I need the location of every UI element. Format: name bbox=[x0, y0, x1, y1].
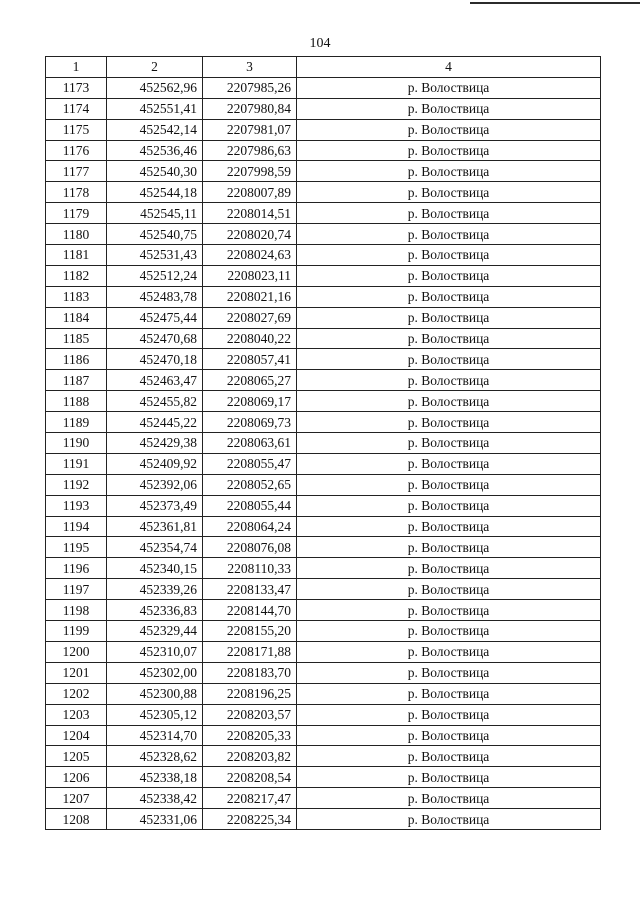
table-header-row bbox=[46, 57, 601, 78]
point-number: 1181 bbox=[46, 245, 107, 266]
table-row bbox=[46, 286, 601, 307]
coordinate-x: 452470,68 bbox=[107, 328, 203, 349]
point-number: 1208 bbox=[46, 809, 107, 830]
scan-edge-mark bbox=[470, 2, 640, 4]
point-number: 1180 bbox=[46, 224, 107, 245]
coordinate-x: 452512,24 bbox=[107, 265, 203, 286]
coordinate-y: 2208021,16 bbox=[203, 286, 297, 307]
coordinate-y: 2208205,33 bbox=[203, 725, 297, 746]
table-row bbox=[46, 453, 601, 474]
coordinate-y: 2208133,47 bbox=[203, 579, 297, 600]
point-number: 1206 bbox=[46, 767, 107, 788]
point-number: 1178 bbox=[46, 182, 107, 203]
table-row bbox=[46, 412, 601, 433]
table-row bbox=[46, 767, 601, 788]
page-number: 104 bbox=[309, 36, 331, 51]
table-row bbox=[46, 203, 601, 224]
point-number: 1204 bbox=[46, 725, 107, 746]
coordinate-y: 2208225,34 bbox=[203, 809, 297, 830]
point-number: 1201 bbox=[46, 662, 107, 683]
object-name: р. Волоствица bbox=[297, 579, 601, 600]
column-header-4: 4 bbox=[297, 57, 601, 78]
table-row bbox=[46, 683, 601, 704]
table-row bbox=[46, 328, 601, 349]
object-name: р. Волоствица bbox=[297, 516, 601, 537]
coordinate-x: 452544,18 bbox=[107, 182, 203, 203]
object-name: р. Волоствица bbox=[297, 224, 601, 245]
point-number: 1203 bbox=[46, 704, 107, 725]
table-row bbox=[46, 704, 601, 725]
table-row bbox=[46, 77, 601, 98]
coordinate-y: 2207998,59 bbox=[203, 161, 297, 182]
point-number: 1191 bbox=[46, 453, 107, 474]
object-name: р. Волоствица bbox=[297, 328, 601, 349]
coordinate-x: 452305,12 bbox=[107, 704, 203, 725]
point-number: 1185 bbox=[46, 328, 107, 349]
column-header-2: 2 bbox=[107, 57, 203, 78]
table-body bbox=[46, 77, 601, 829]
object-name: р. Волоствица bbox=[297, 98, 601, 119]
object-name: р. Волоствица bbox=[297, 725, 601, 746]
point-number: 1192 bbox=[46, 474, 107, 495]
coordinate-y: 2208196,25 bbox=[203, 683, 297, 704]
object-name: р. Волоствица bbox=[297, 412, 601, 433]
object-name: р. Волоствица bbox=[297, 140, 601, 161]
coordinate-x: 452314,70 bbox=[107, 725, 203, 746]
table-row bbox=[46, 349, 601, 370]
coordinate-x: 452483,78 bbox=[107, 286, 203, 307]
coordinate-y: 2208007,89 bbox=[203, 182, 297, 203]
coordinate-x: 452429,38 bbox=[107, 433, 203, 454]
object-name: р. Волоствица bbox=[297, 370, 601, 391]
coordinate-y: 2208155,20 bbox=[203, 621, 297, 642]
table-row bbox=[46, 621, 601, 642]
point-number: 1174 bbox=[46, 98, 107, 119]
point-number: 1195 bbox=[46, 537, 107, 558]
coordinate-y: 2208027,69 bbox=[203, 307, 297, 328]
coordinate-y: 2208069,17 bbox=[203, 391, 297, 412]
table-row bbox=[46, 245, 601, 266]
coordinate-y: 2208110,33 bbox=[203, 558, 297, 579]
coordinate-y: 2208183,70 bbox=[203, 662, 297, 683]
coordinate-y: 2208020,74 bbox=[203, 224, 297, 245]
point-number: 1205 bbox=[46, 746, 107, 767]
table-row bbox=[46, 495, 601, 516]
object-name: р. Волоствица bbox=[297, 495, 601, 516]
point-number: 1183 bbox=[46, 286, 107, 307]
object-name: р. Волоствица bbox=[297, 453, 601, 474]
table-row bbox=[46, 537, 601, 558]
object-name: р. Волоствица bbox=[297, 746, 601, 767]
object-name: р. Волоствица bbox=[297, 788, 601, 809]
table-row bbox=[46, 579, 601, 600]
coordinate-y: 2208052,65 bbox=[203, 474, 297, 495]
object-name: р. Волоствица bbox=[297, 265, 601, 286]
coordinate-x: 452540,30 bbox=[107, 161, 203, 182]
table-row bbox=[46, 788, 601, 809]
coordinate-x: 452339,26 bbox=[107, 579, 203, 600]
table-row bbox=[46, 140, 601, 161]
coordinate-y: 2208217,47 bbox=[203, 788, 297, 809]
object-name: р. Волоствица bbox=[297, 119, 601, 140]
coordinate-y: 2208023,11 bbox=[203, 265, 297, 286]
coordinate-x: 452302,00 bbox=[107, 662, 203, 683]
point-number: 1199 bbox=[46, 621, 107, 642]
table-row bbox=[46, 433, 601, 454]
table-row bbox=[46, 370, 601, 391]
coordinate-x: 452300,88 bbox=[107, 683, 203, 704]
coordinate-y: 2208203,82 bbox=[203, 746, 297, 767]
table-row bbox=[46, 307, 601, 328]
coordinate-y: 2208065,27 bbox=[203, 370, 297, 391]
coordinate-x: 452540,75 bbox=[107, 224, 203, 245]
point-number: 1173 bbox=[46, 77, 107, 98]
coordinate-x: 452551,41 bbox=[107, 98, 203, 119]
object-name: р. Волоствица bbox=[297, 203, 601, 224]
object-name: р. Волоствица bbox=[297, 286, 601, 307]
point-number: 1176 bbox=[46, 140, 107, 161]
coordinate-y: 2208063,61 bbox=[203, 433, 297, 454]
coordinate-x: 452338,42 bbox=[107, 788, 203, 809]
table-row bbox=[46, 746, 601, 767]
coordinate-y: 2208064,24 bbox=[203, 516, 297, 537]
table-row bbox=[46, 474, 601, 495]
object-name: р. Волоствица bbox=[297, 307, 601, 328]
coordinate-x: 452531,43 bbox=[107, 245, 203, 266]
point-number: 1187 bbox=[46, 370, 107, 391]
coordinate-x: 452445,22 bbox=[107, 412, 203, 433]
coordinate-x: 452336,83 bbox=[107, 600, 203, 621]
object-name: р. Волоствица bbox=[297, 809, 601, 830]
coordinates-table bbox=[45, 56, 601, 830]
object-name: р. Волоствица bbox=[297, 641, 601, 662]
coordinate-x: 452475,44 bbox=[107, 307, 203, 328]
coordinate-x: 452329,44 bbox=[107, 621, 203, 642]
coordinate-x: 452542,14 bbox=[107, 119, 203, 140]
table-row bbox=[46, 725, 601, 746]
object-name: р. Волоствица bbox=[297, 704, 601, 725]
object-name: р. Волоствица bbox=[297, 77, 601, 98]
coordinate-x: 452354,74 bbox=[107, 537, 203, 558]
point-number: 1193 bbox=[46, 495, 107, 516]
table-row bbox=[46, 182, 601, 203]
coordinate-x: 452328,62 bbox=[107, 746, 203, 767]
point-number: 1184 bbox=[46, 307, 107, 328]
coordinate-x: 452470,18 bbox=[107, 349, 203, 370]
table-row bbox=[46, 119, 601, 140]
table-row bbox=[46, 224, 601, 245]
coordinate-y: 2207985,26 bbox=[203, 77, 297, 98]
coordinate-y: 2208055,44 bbox=[203, 495, 297, 516]
table-row bbox=[46, 662, 601, 683]
coordinate-y: 2208144,70 bbox=[203, 600, 297, 621]
coordinate-x: 452545,11 bbox=[107, 203, 203, 224]
object-name: р. Волоствица bbox=[297, 621, 601, 642]
coordinate-y: 2208024,63 bbox=[203, 245, 297, 266]
coordinate-x: 452562,96 bbox=[107, 77, 203, 98]
table-row bbox=[46, 809, 601, 830]
table-row bbox=[46, 600, 601, 621]
object-name: р. Волоствица bbox=[297, 537, 601, 558]
coordinate-y: 2208040,22 bbox=[203, 328, 297, 349]
point-number: 1200 bbox=[46, 641, 107, 662]
coordinate-y: 2208208,54 bbox=[203, 767, 297, 788]
point-number: 1198 bbox=[46, 600, 107, 621]
coordinate-x: 452373,49 bbox=[107, 495, 203, 516]
object-name: р. Волоствица bbox=[297, 474, 601, 495]
coordinate-x: 452455,82 bbox=[107, 391, 203, 412]
coordinate-y: 2207986,63 bbox=[203, 140, 297, 161]
object-name: р. Волоствица bbox=[297, 245, 601, 266]
object-name: р. Волоствица bbox=[297, 662, 601, 683]
coordinate-x: 452409,92 bbox=[107, 453, 203, 474]
coordinate-x: 452463,47 bbox=[107, 370, 203, 391]
table-row bbox=[46, 265, 601, 286]
coordinate-x: 452331,06 bbox=[107, 809, 203, 830]
coordinate-y: 2208014,51 bbox=[203, 203, 297, 224]
coordinate-y: 2208076,08 bbox=[203, 537, 297, 558]
point-number: 1182 bbox=[46, 265, 107, 286]
point-number: 1196 bbox=[46, 558, 107, 579]
column-header-1: 1 bbox=[46, 57, 107, 78]
coordinate-x: 452392,06 bbox=[107, 474, 203, 495]
coordinate-x: 452338,18 bbox=[107, 767, 203, 788]
point-number: 1177 bbox=[46, 161, 107, 182]
coordinate-y: 2208171,88 bbox=[203, 641, 297, 662]
point-number: 1179 bbox=[46, 203, 107, 224]
point-number: 1197 bbox=[46, 579, 107, 600]
point-number: 1175 bbox=[46, 119, 107, 140]
point-number: 1190 bbox=[46, 433, 107, 454]
coordinate-y: 2208055,47 bbox=[203, 453, 297, 474]
coordinate-y: 2207981,07 bbox=[203, 119, 297, 140]
column-header-3: 3 bbox=[203, 57, 297, 78]
coordinate-y: 2208057,41 bbox=[203, 349, 297, 370]
point-number: 1186 bbox=[46, 349, 107, 370]
object-name: р. Волоствица bbox=[297, 161, 601, 182]
coordinate-y: 2207980,84 bbox=[203, 98, 297, 119]
point-number: 1194 bbox=[46, 516, 107, 537]
coordinate-x: 452340,15 bbox=[107, 558, 203, 579]
coordinate-y: 2208203,57 bbox=[203, 704, 297, 725]
table-row bbox=[46, 161, 601, 182]
object-name: р. Волоствица bbox=[297, 433, 601, 454]
object-name: р. Волоствица bbox=[297, 683, 601, 704]
table-row bbox=[46, 98, 601, 119]
coordinate-y: 2208069,73 bbox=[203, 412, 297, 433]
point-number: 1189 bbox=[46, 412, 107, 433]
coordinate-x: 452536,46 bbox=[107, 140, 203, 161]
object-name: р. Волоствица bbox=[297, 600, 601, 621]
table-row bbox=[46, 558, 601, 579]
object-name: р. Волоствица bbox=[297, 391, 601, 412]
object-name: р. Волоствица bbox=[297, 767, 601, 788]
coordinate-x: 452361,81 bbox=[107, 516, 203, 537]
point-number: 1188 bbox=[46, 391, 107, 412]
table-row bbox=[46, 641, 601, 662]
table-row bbox=[46, 391, 601, 412]
point-number: 1202 bbox=[46, 683, 107, 704]
table-row bbox=[46, 516, 601, 537]
object-name: р. Волоствица bbox=[297, 558, 601, 579]
object-name: р. Волоствица bbox=[297, 182, 601, 203]
coordinate-x: 452310,07 bbox=[107, 641, 203, 662]
object-name: р. Волоствица bbox=[297, 349, 601, 370]
point-number: 1207 bbox=[46, 788, 107, 809]
